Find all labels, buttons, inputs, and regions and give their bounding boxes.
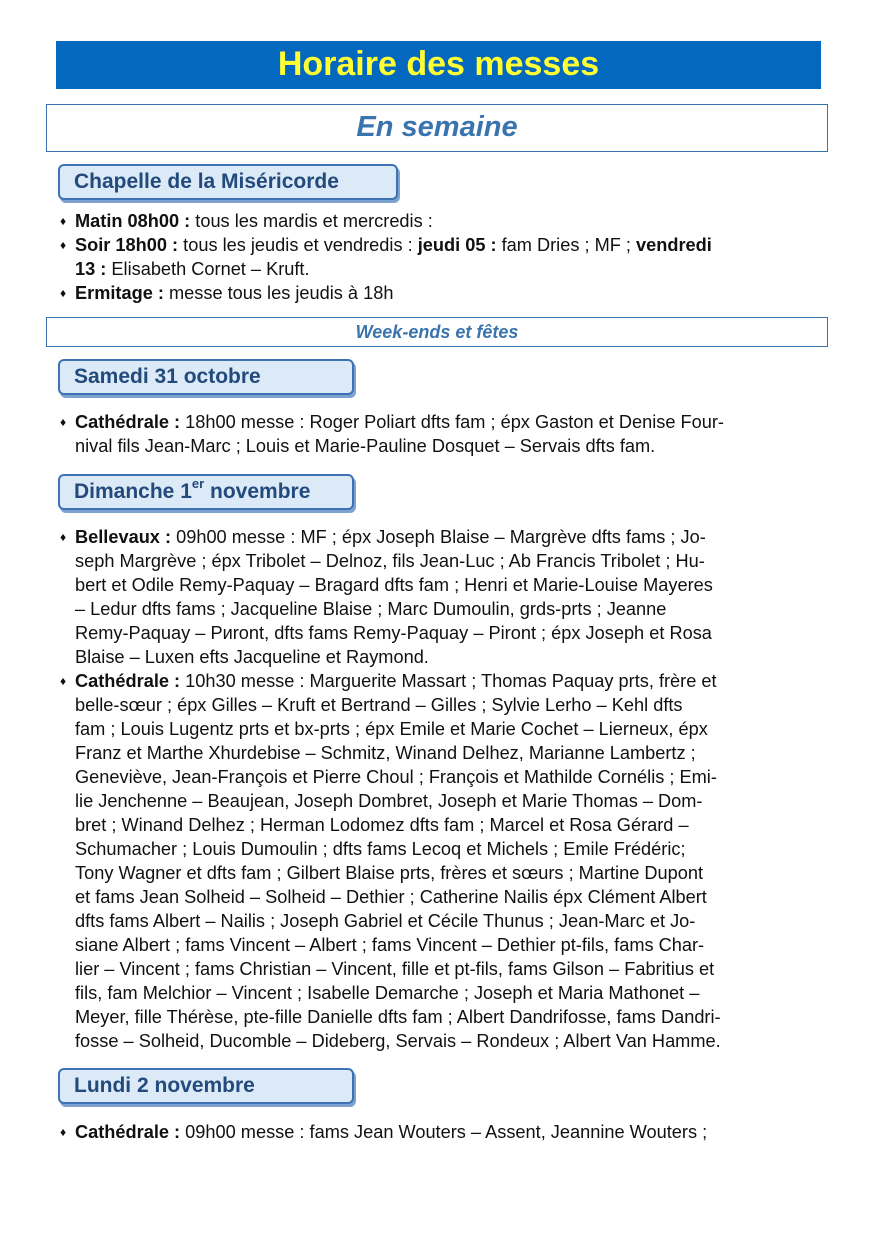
samedi-heading: Samedi 31 octobre (58, 359, 354, 395)
list-item: ♦ Matin 08h00 : tous les mardis et mercredis : (60, 211, 433, 231)
list-item: ♦ Cathédrale : 10h30 messe : Marguerite Massart ; Thomas Paquay prts, frère et belle-sœur ; épx Gilles – Kruft et Bertrand – Gilles ; Sylvie Lerho – Kehl dfts fam ; Louis Lugentz prts et bx-prts ; épx Emile et Marie Cochet – Lierneux, épx Franz et Marthe Xhurdebise – Schmitz, Winand Delhez, Marianne Lambertz ; Geneviève, Jean-François et Pierre Choul ; François et Mathilde Cornélis ; Emi- lie Jenchenne – Beaujean, Joseph Dombret, Joseph et Marie Thomas – Dom- bret ; Winand Delhez ; Herman Lodomez dfts fam ; Marcel et Rosa Gérard – Schumacher ; Louis Dumoulin ; dfts fams Lecoq et Michels ; Emile Frédéric; Tony Wagner et dfts fam ; Gilbert Blaise prts, frères et sœurs ; Martine Dupont et fams Jean Solheid – Solheid – Dethier ; Catherine Nailis épx Clément Albert dfts fams Albert – Nailis ; Joseph Gabriel et Cécile Thunus ; Jean-Marc et Jo- siane Albert ; fams Vincent – Albert ; fams Vincent – Dethier pt-fils, fams Char- lier – Vincent ; fams Christian – Vincent, fille et pt-fils, fams Gilson – Fabritius et fils, fam Melchior – Vincent ; Isabelle Demarche ; Joseph et Maria Mathonet – Meyer, fille Thérèse, pte-fille Danielle dfts fam ; Albert Dandrifosse, fams Dandri- fosse – Solheid, Ducomble – Dideberg, Servais – Rondeux ; Albert Van Hamme. (60, 671, 721, 1051)
list-item: ♦ Cathédrale : 09h00 messe : fams Jean Wouters – Assent, Jeannine Wouters ; (60, 1122, 708, 1142)
dimanche-list (60, 525, 820, 1053)
bullet-icon: ♦ (60, 286, 67, 300)
bullet-icon: ♦ (60, 530, 67, 544)
bullet-icon: ♦ (60, 674, 67, 688)
lundi-heading: Lundi 2 novembre (58, 1068, 354, 1104)
bullet-icon: ♦ (60, 415, 67, 429)
page-title: Horaire des messes (56, 41, 821, 89)
bullet-icon: ♦ (60, 214, 67, 228)
list-item: ♦ Ermitage : messe tous les jeudis à 18h (60, 283, 394, 303)
chapel-heading: Chapelle de la Miséricorde (58, 164, 398, 200)
list-item: ♦ Cathédrale : 18h00 messe : Roger Poliart dfts fam ; épx Gaston et Denise Four- nival fils Jean-Marc ; Louis et Marie-Pauline Dosquet – Servais dfts fam. (60, 412, 724, 456)
bullet-icon: ♦ (60, 238, 67, 252)
list-item: ♦ Bellevaux : 09h00 messe : MF ; épx Joseph Blaise – Margrève dfts fams ; Jo- seph Margrève ; épx Tribolet – Delnoz, fils Jean-Luc ; Ab Francis Tribolet ; Hu- bert et Odile Remy-Paquay – Bragard dfts fam ; Henri et Marie-Louise Mayeres – Ledur dfts fams ; Jacqueline Blaise ; Marc Dumoulin, grds-prts ; Jeanne Remy-Paquay – Pиront, dfts fams Remy-Paquay – Piront ; épx Joseph et Rosa Blaise – Luxen efts Jacqueline et Raymond. (60, 527, 713, 667)
samedi-list (60, 410, 820, 458)
bullet-icon: ♦ (60, 1125, 67, 1139)
weekday-heading: En semaine (46, 104, 828, 152)
dimanche-heading: Dimanche 1er novembre (58, 474, 354, 510)
lundi-list (60, 1120, 820, 1144)
weekend-heading: Week-ends et fêtes (46, 317, 828, 347)
list-item: ♦ Soir 18h00 : tous les jeudis et vendredis : jeudi 05 : fam Dries ; MF ; vendredi 13 : Elisabeth Cornet – Kruft. (60, 235, 712, 279)
chapel-list (60, 209, 820, 305)
